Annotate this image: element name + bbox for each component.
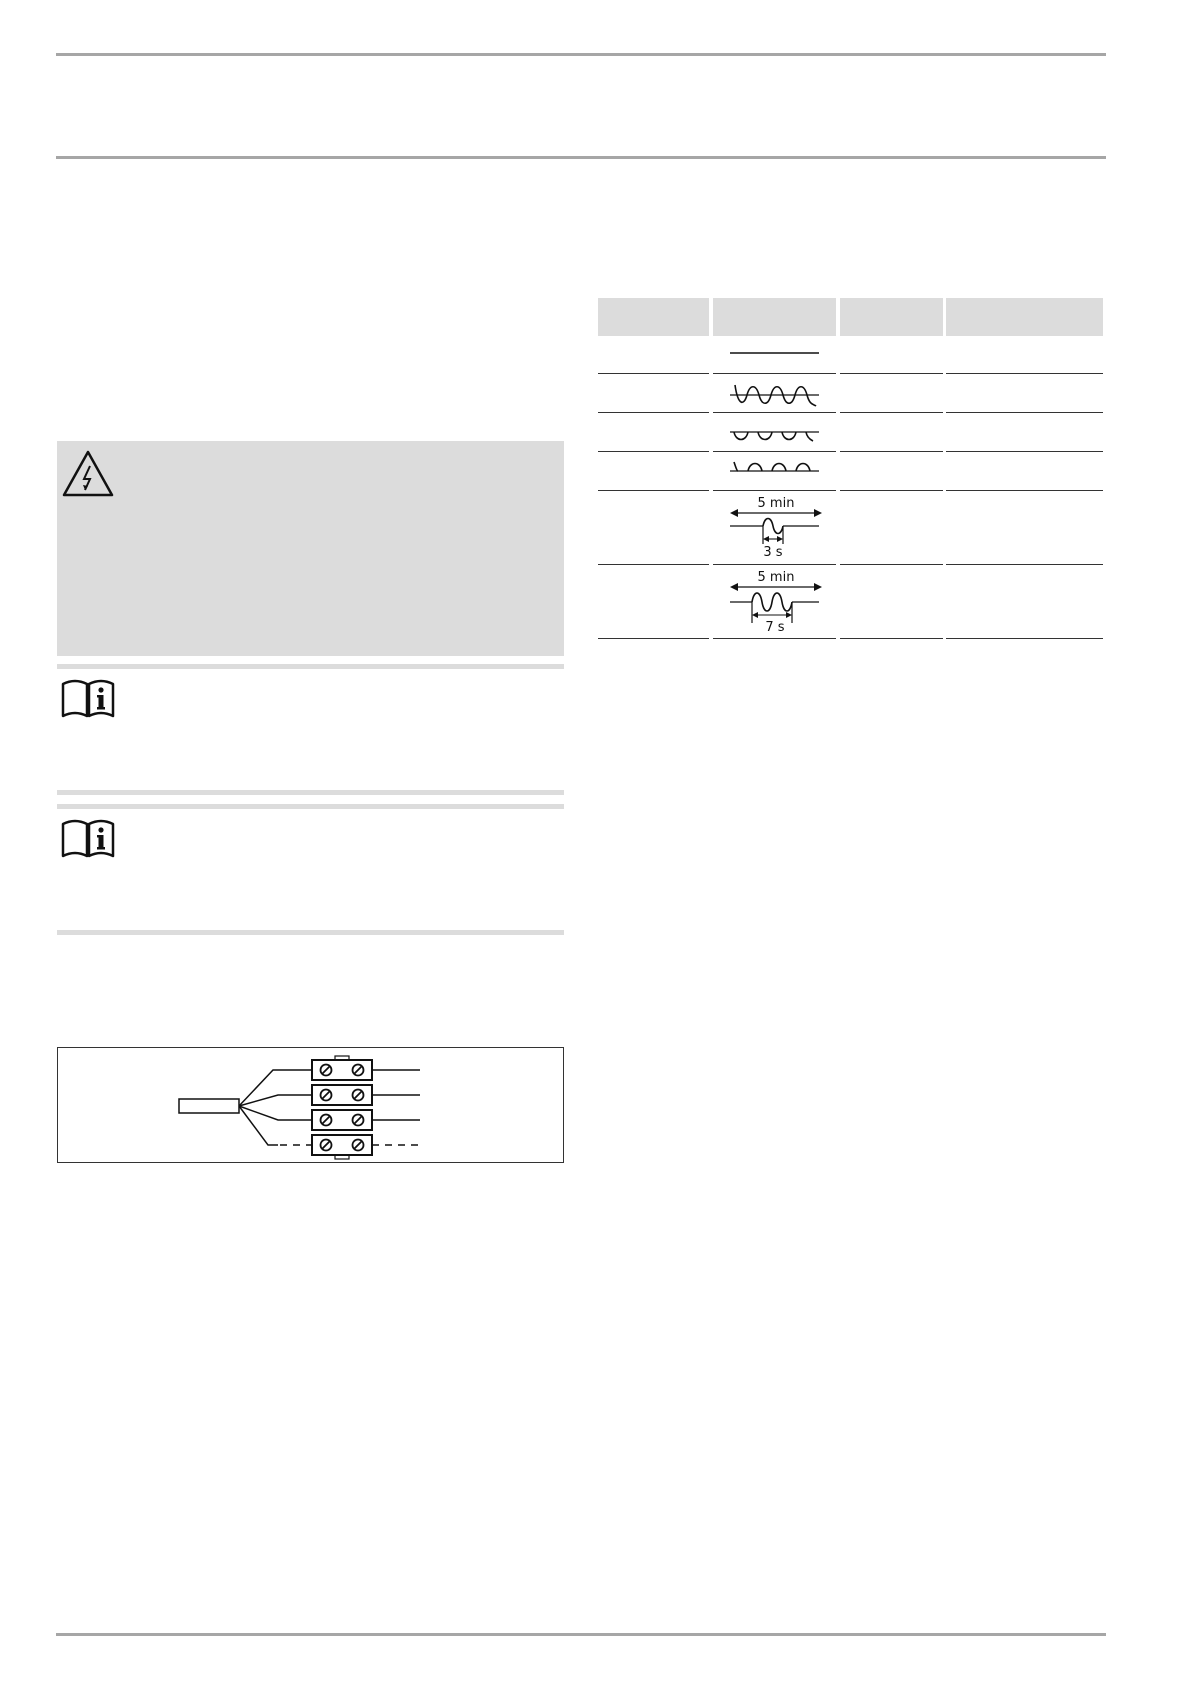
table-row-separator	[598, 638, 709, 639]
info-note-2-top-band	[57, 804, 564, 809]
signal-pulse-7s	[730, 570, 822, 635]
period-label: 5 min	[757, 496, 795, 511]
table-row-separator	[598, 412, 709, 413]
info-note-1-top-band	[57, 664, 564, 669]
table-row-separator	[598, 373, 709, 374]
terminal-3	[312, 1110, 372, 1130]
duration-label: 3 s	[763, 545, 783, 560]
wiring-diagram	[57, 1047, 564, 1163]
table-header-cell	[713, 298, 836, 336]
terminal-1	[312, 1060, 372, 1080]
footer-rule	[56, 1633, 1106, 1636]
table-row-separator	[598, 451, 709, 452]
signal-lower-half-waves	[730, 432, 819, 441]
info-note-1-bottom-band	[57, 790, 564, 795]
table-row-separator	[946, 412, 1103, 413]
signal-upper-half-waves	[730, 462, 819, 471]
table-header-cell	[840, 298, 943, 336]
table-row-separator	[840, 373, 943, 374]
table-header-cell	[946, 298, 1103, 336]
signal-continuous-sine	[730, 385, 819, 406]
signal-glyphs	[714, 340, 854, 680]
warning-panel	[57, 441, 564, 656]
table-row-separator	[598, 490, 709, 491]
signal-pulse-3s	[730, 496, 822, 560]
period-label: 5 min	[757, 570, 795, 585]
header-bottom-rule	[56, 156, 1106, 159]
table-row-separator	[840, 490, 943, 491]
terminal-4	[312, 1135, 372, 1155]
table-header-cell	[598, 298, 709, 336]
manual-info-icon	[60, 676, 116, 724]
table-row-separator	[946, 451, 1103, 452]
sensor-body	[179, 1099, 239, 1113]
header-top-rule	[56, 53, 1106, 56]
table-row-separator	[946, 490, 1103, 491]
electric-shock-warning-icon	[61, 449, 115, 503]
table-row-separator	[946, 373, 1103, 374]
table-row-separator	[840, 638, 943, 639]
table-row-separator	[840, 451, 943, 452]
table-row-separator	[840, 412, 943, 413]
table-row-separator	[598, 564, 709, 565]
terminal-2	[312, 1085, 372, 1105]
table-row-separator	[946, 638, 1103, 639]
table-row-separator	[946, 564, 1103, 565]
manual-info-icon	[60, 816, 116, 864]
duration-label: 7 s	[765, 620, 785, 635]
info-note-2-bottom-band	[57, 930, 564, 935]
table-row-separator	[840, 564, 943, 565]
